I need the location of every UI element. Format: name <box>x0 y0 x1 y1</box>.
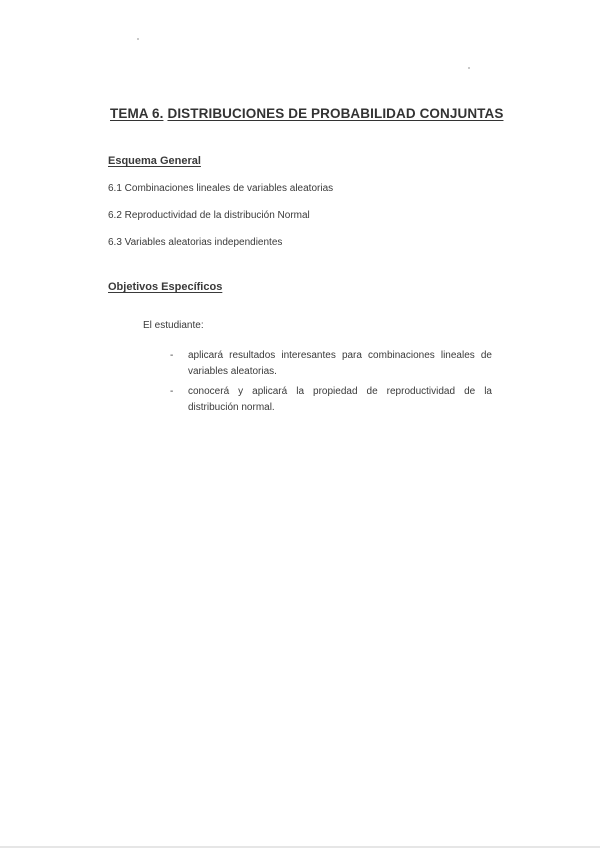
scan-speck <box>468 67 470 69</box>
outline-item: 6.2 Reproductividad de la distribución Normal <box>108 210 310 221</box>
objectives-heading: Objetivos Específicos <box>108 281 223 293</box>
outline-item: 6.3 Variables aleatorias independientes <box>108 237 283 248</box>
title-text: DISTRIBUCIONES DE PROBABILIDAD CONJUNTAS <box>167 106 504 121</box>
title-number: TEMA 6. <box>110 106 164 121</box>
objectives-intro: El estudiante: <box>143 320 204 331</box>
bullet-dash: - <box>170 350 174 361</box>
objective-item <box>170 384 492 416</box>
outline-heading: Esquema General <box>108 155 201 167</box>
objective-text: aplicará resultados interesantes para combinaciones lineales de variables aleatorias. <box>188 350 492 377</box>
bullet-dash: - <box>170 386 174 397</box>
objectives-list <box>170 348 492 420</box>
scan-speck <box>137 38 139 40</box>
outline-item: 6.1 Combinaciones lineales de variables aleatorias <box>108 183 334 194</box>
objective-item <box>170 348 492 380</box>
objective-text: conocerá y aplicará la propiedad de reproductividad de la distribución normal. <box>188 386 492 413</box>
document-title <box>110 106 503 121</box>
